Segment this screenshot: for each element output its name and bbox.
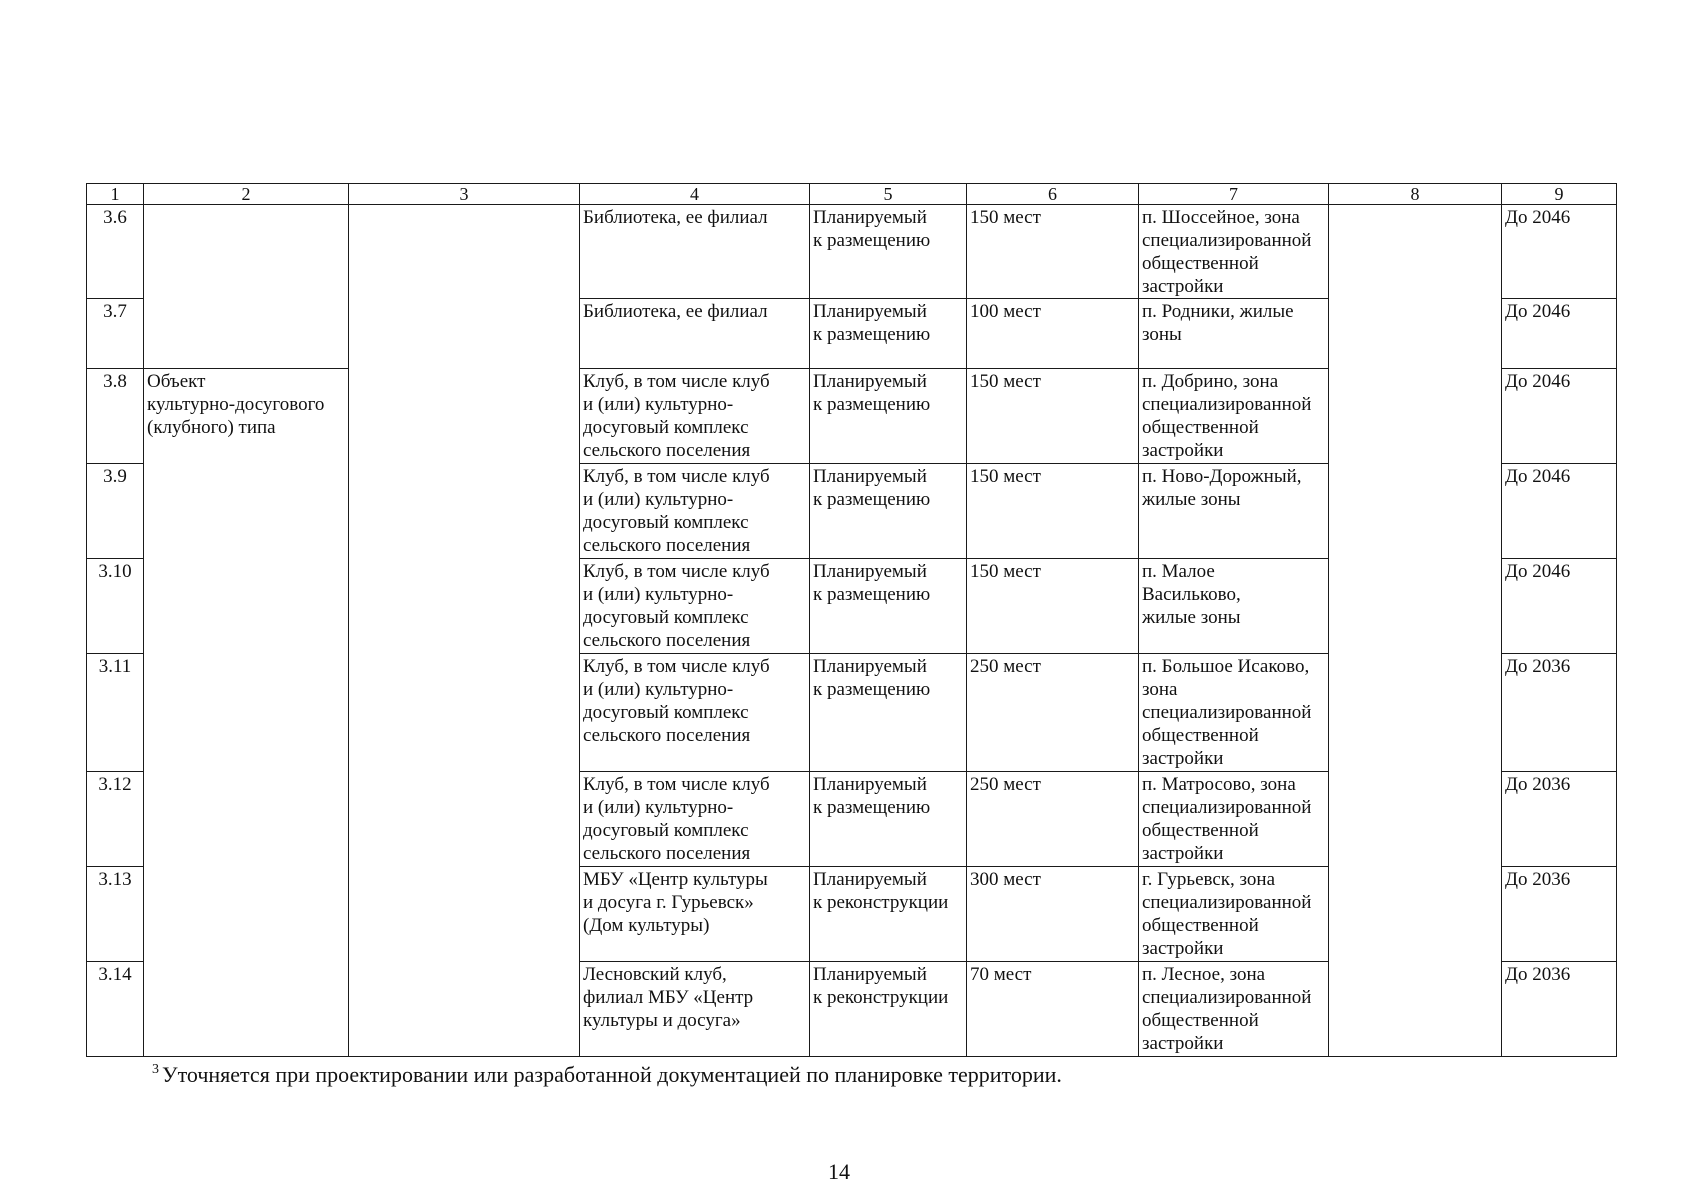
facility-status: Планируемый к реконструкции <box>810 867 967 962</box>
column-8-cell <box>1329 205 1502 1057</box>
facility-name: Клуб, в том числе клуб и (или) культурно- досуговый комплекс сельского поселения <box>580 654 810 772</box>
facility-status: Планируемый к размещению <box>810 464 967 559</box>
column-number: 6 <box>967 184 1139 205</box>
facility-name: Клуб, в том числе клуб и (или) культурно- досуговый комплекс сельского поселения <box>580 772 810 867</box>
facility-term: До 2046 <box>1502 205 1617 299</box>
column-number: 9 <box>1502 184 1617 205</box>
facility-name: Клуб, в том числе клуб и (или) культурно- досуговый комплекс сельского поселения <box>580 464 810 559</box>
facility-capacity: 150 мест <box>967 369 1139 464</box>
table-row <box>87 205 1617 299</box>
facility-term: До 2036 <box>1502 772 1617 867</box>
row-number: 3.6 <box>87 205 144 299</box>
facility-term: До 2036 <box>1502 962 1617 1057</box>
facility-name: Библиотека, ее филиал <box>580 205 810 299</box>
facility-name: Клуб, в том числе клуб и (или) культурно- досуговый комплекс сельского поселения <box>580 369 810 464</box>
row-number: 3.12 <box>87 772 144 867</box>
facility-status: Планируемый к размещению <box>810 369 967 464</box>
row-number: 3.10 <box>87 559 144 654</box>
facility-status: Планируемый к размещению <box>810 299 967 369</box>
facility-capacity: 300 мест <box>967 867 1139 962</box>
facility-term: До 2046 <box>1502 464 1617 559</box>
facility-location: п. Матросово, зона специализированной общественной застройки <box>1139 772 1329 867</box>
facility-name: Библиотека, ее филиал <box>580 299 810 369</box>
facility-status: Планируемый к реконструкции <box>810 962 967 1057</box>
facility-capacity: 150 мест <box>967 559 1139 654</box>
facility-capacity: 250 мест <box>967 654 1139 772</box>
facility-term: До 2046 <box>1502 299 1617 369</box>
facility-location: п. Большое Исаково, зона специализированной общественной застройки <box>1139 654 1329 772</box>
facility-status: Планируемый к размещению <box>810 654 967 772</box>
facility-status: Планируемый к размещению <box>810 559 967 654</box>
facility-capacity: 150 мест <box>967 464 1139 559</box>
facility-name: МБУ «Центр культуры и досуга г. Гурьевск» (Дом культуры) <box>580 867 810 962</box>
facility-capacity: 250 мест <box>967 772 1139 867</box>
row-number: 3.13 <box>87 867 144 962</box>
facility-capacity: 100 мест <box>967 299 1139 369</box>
facility-location: п. Шоссейное, зона специализированной общественной застройки <box>1139 205 1329 299</box>
column-number: 7 <box>1139 184 1329 205</box>
column-number: 4 <box>580 184 810 205</box>
facility-term: До 2046 <box>1502 369 1617 464</box>
facility-capacity: 150 мест <box>967 205 1139 299</box>
column-3-cell <box>349 205 580 1057</box>
footnote-text: Уточняется при проектировании или разработанной документацией по планировке территории. <box>162 1062 1062 1087</box>
footnote <box>152 1062 1062 1088</box>
facility-term: До 2036 <box>1502 654 1617 772</box>
facility-location: г. Гурьевск, зона специализированной общественной застройки <box>1139 867 1329 962</box>
facility-capacity: 70 мест <box>967 962 1139 1057</box>
column-number: 3 <box>349 184 580 205</box>
object-group-label: Объект культурно-досугового (клубного) типа <box>144 369 349 1057</box>
facility-location: п. Малое Васильково, жилые зоны <box>1139 559 1329 654</box>
column-number: 2 <box>144 184 349 205</box>
facilities-table <box>86 183 1617 1057</box>
page-number: 14 <box>828 1159 850 1184</box>
column-number: 8 <box>1329 184 1502 205</box>
row-number: 3.11 <box>87 654 144 772</box>
footnote-marker: 3 <box>152 1062 159 1077</box>
object-type-cell <box>144 205 349 369</box>
column-number: 1 <box>87 184 144 205</box>
facility-term: До 2036 <box>1502 867 1617 962</box>
row-number: 3.8 <box>87 369 144 464</box>
column-number-row <box>87 184 1617 205</box>
column-number: 5 <box>810 184 967 205</box>
facility-location: п. Ново-Дорожный, жилые зоны <box>1139 464 1329 559</box>
row-number: 3.14 <box>87 962 144 1057</box>
facility-name: Клуб, в том числе клуб и (или) культурно- досуговый комплекс сельского поселения <box>580 559 810 654</box>
facility-name: Лесновский клуб, филиал МБУ «Центр культуры и досуга» <box>580 962 810 1057</box>
facility-location: п. Лесное, зона специализированной общественной застройки <box>1139 962 1329 1057</box>
facility-location: п. Добрино, зона специализированной общественной застройки <box>1139 369 1329 464</box>
facility-status: Планируемый к размещению <box>810 772 967 867</box>
facility-status: Планируемый к размещению <box>810 205 967 299</box>
facility-location: п. Родники, жилые зоны <box>1139 299 1329 369</box>
row-number: 3.9 <box>87 464 144 559</box>
facility-term: До 2046 <box>1502 559 1617 654</box>
row-number: 3.7 <box>87 299 144 369</box>
